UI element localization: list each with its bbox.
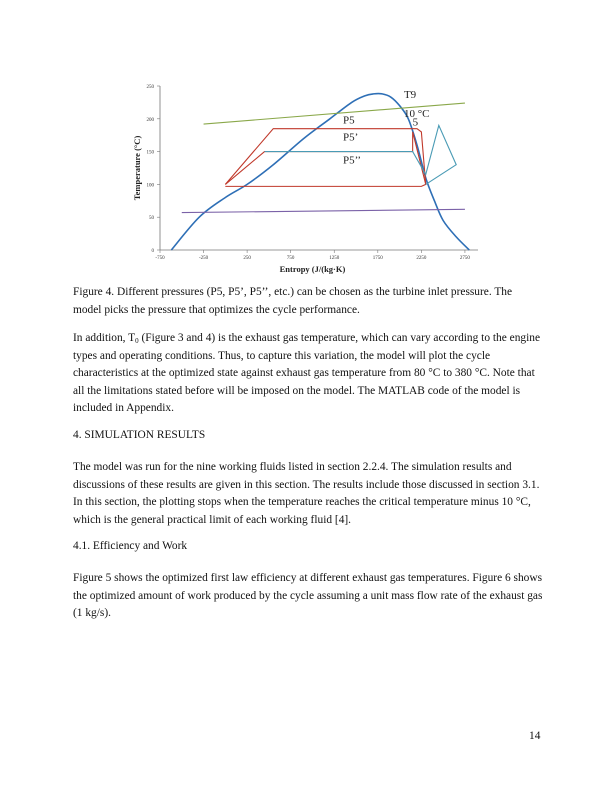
y-tick-label-0: 0 — [151, 249, 154, 254]
x-tick-label-6: 2250 — [416, 256, 427, 261]
y-tick-label-2: 100 — [146, 183, 154, 189]
x-tick-label-5: 1750 — [372, 256, 383, 261]
y-axis-title: Temperature (°C) — [132, 135, 142, 201]
x-tick-label-4: 1250 — [329, 256, 340, 261]
annotation-p5: P5 — [342, 114, 355, 127]
x-tick-label-1: -250 — [198, 256, 209, 261]
annotation-t9: T9 — [403, 88, 417, 101]
para1-subscript: 0 — [135, 337, 139, 345]
x-tick-label-2: 250 — [243, 256, 251, 261]
chart-labels — [132, 89, 429, 274]
y-tick-label-1: 50 — [149, 216, 154, 222]
paragraph-exhaust-temperature — [73, 330, 543, 418]
paragraph-simulation-results: The model was run for the nine working fluids listed in section 2.2.4. The simulation results and discussions of these results are given in this section. The results include those discussed in section 3.1. In this section, the plotting stops when the temperature reaches the critical temperature minus 10 °C, which is the general practical limit of each working fluid [4]. — [73, 461, 540, 526]
x-tick-label-3: 750 — [286, 256, 295, 261]
y-tick-label-4: 200 — [146, 117, 154, 123]
x-tick-label-7: 2750 — [459, 256, 470, 261]
y-tick-label-5: 250 — [146, 85, 154, 90]
annotation-10c: 10 °C — [403, 107, 430, 120]
figure-caption: Figure 4. Different pressures (P5, P5’, P5’’, etc.) can be chosen as the turbine inlet pressure. The model picks the pressure that optimizes the cycle performance. — [73, 286, 513, 316]
subsection-heading: 4.1. Efficiency and Work — [73, 540, 188, 552]
x-axis-title: Entropy (J/(kg·K) — [279, 264, 346, 274]
y-tick-label-3: 150 — [146, 150, 154, 156]
ts-diagram-chart — [128, 78, 488, 278]
para1-text-b: (Figure 3 and 4) is the exhaust gas temperature, which can vary according to the engine types and operating conditions. Thus, to capture this variation, the model will plot the cycle characteristics at the optimized state against exhaust gas temperature from 80 °C to 380 °C. Note that all the limitations stated before will be imposed on the model. The MATLAB code of the model is included in Appendix. — [73, 332, 541, 414]
annotation-state-5: 5 — [412, 116, 419, 129]
series-cycle-P5-prime — [225, 132, 425, 184]
para1-text-a: In addition, T — [73, 332, 136, 344]
annotation-p5-prime: P5’ — [342, 131, 359, 144]
x-tick-label-0: -750 — [155, 256, 165, 261]
paragraph-efficiency-work: Figure 5 shows the optimized first law efficiency at different exhaust gas temperatures. Figure 6 shows the optimized amount of work produced by the cycle assuming a unit mass flow rate of the exhaust gas (1 kg/s). — [73, 572, 543, 619]
series-lower-horizontal-line — [182, 209, 465, 212]
section-heading: 4. SIMULATION RESULTS — [73, 429, 206, 441]
page-number: 14 — [529, 730, 541, 742]
annotation-p5-double-prime: P5’’ — [342, 154, 362, 167]
